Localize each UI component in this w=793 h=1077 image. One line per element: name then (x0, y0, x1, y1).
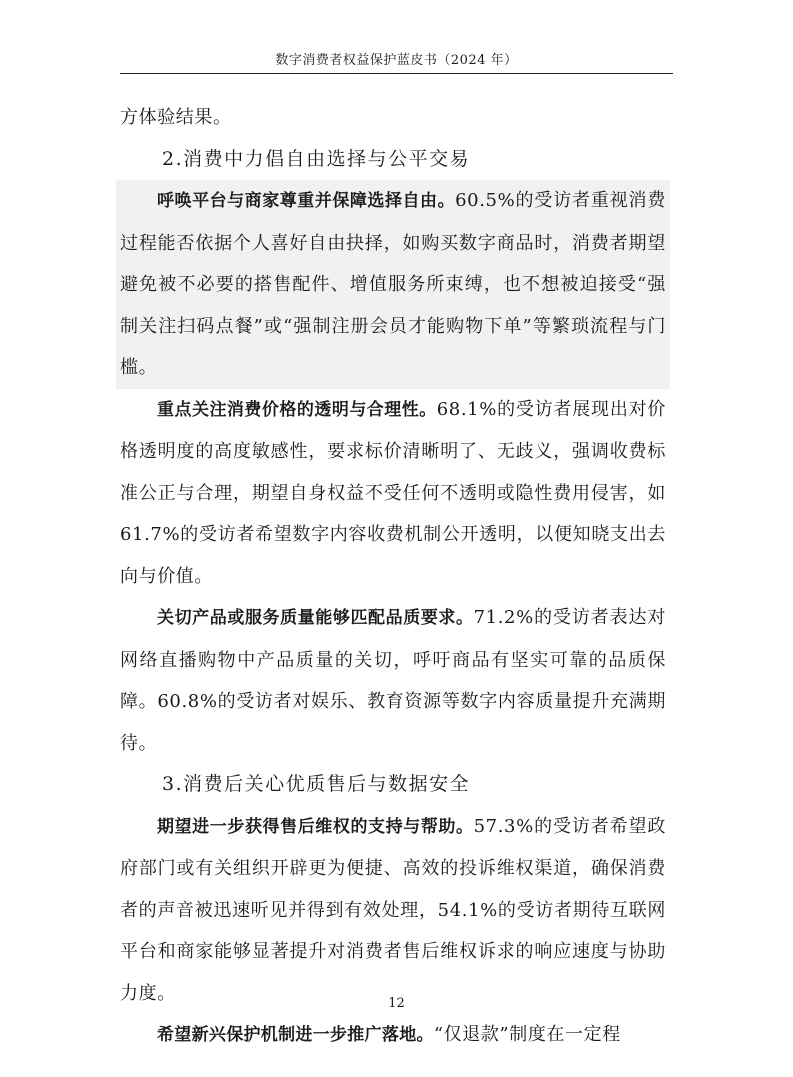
main-text (120, 97, 666, 1057)
paragraph-lead: 关切产品或服务质量能够匹配品质要求。 (157, 608, 474, 628)
page-number: 12 (388, 996, 405, 1011)
paragraph-body: 71.2%的受访者表达对网络直播购物中产品质量的关切，呼吁商品有坚实可靠的品质保障。60.8%的受访者对娱乐、教育资源等数字内容质量提升充满期待。 (120, 607, 666, 754)
header-rule (120, 73, 673, 74)
running-header: 数字消费者权益保护蓝皮书（2024 年） (275, 53, 518, 68)
paragraph-price-transparency (120, 389, 666, 598)
paragraph-body: 57.3%的受访者希望政府部门或有关组织开辟更为便捷、高效的投诉维权渠道，确保消费者的声音被迅速听见并得到有效处理，54.1%的受访者期待互联网平台和商家能够显著提升对消费者售后维权诉求的响应速度与协助力度。 (120, 815, 666, 1004)
paragraph-lead: 呼唤平台与商家尊重并保障选择自由。 (157, 191, 456, 211)
paragraph-new-mechanisms (120, 1014, 666, 1057)
paragraph-lead: 希望新兴保护机制进一步推广落地。 (157, 1025, 434, 1045)
paragraph-lead: 期望进一步获得售后维权的支持与帮助。 (157, 816, 474, 837)
paragraph-body: 60.5%的受访者重视消费过程能否依据个人喜好自由抉择，如购买数字商品时，消费者期望避免被不必要的搭售配件、增值服务所束缚，也不想被迫接受“强制关注扫码点餐”或“强制注册会员才能购物下单”等繁琐流程与门槛。 (120, 190, 666, 378)
section-heading-3: 3.消费后关心优质售后与数据安全 (162, 773, 471, 795)
paragraph-after-sales (120, 806, 666, 1015)
section-heading-2: 2.消费中力倡自由选择与公平交易 (162, 147, 471, 170)
paragraph-quality (120, 597, 666, 764)
paragraph-choice-freedom (116, 180, 670, 389)
paragraph-body: “仅退款”制度在一定程 (433, 1024, 621, 1045)
paragraph-continued: 方体验结果。 (120, 107, 232, 128)
paragraph-body: 68.1%的受访者展现出对价格透明度的高度敏感性，要求标价清晰明了、无歧义，强调收费标准公正与合理，期望自身权益不受任何不透明或隐性费用侵害，如61.7%的受访者希望数字内容收费机制公开透明，以便知晓支出去向与价值。 (120, 398, 666, 587)
paragraph-lead: 重点关注消费价格的透明与合理性。 (157, 399, 437, 420)
